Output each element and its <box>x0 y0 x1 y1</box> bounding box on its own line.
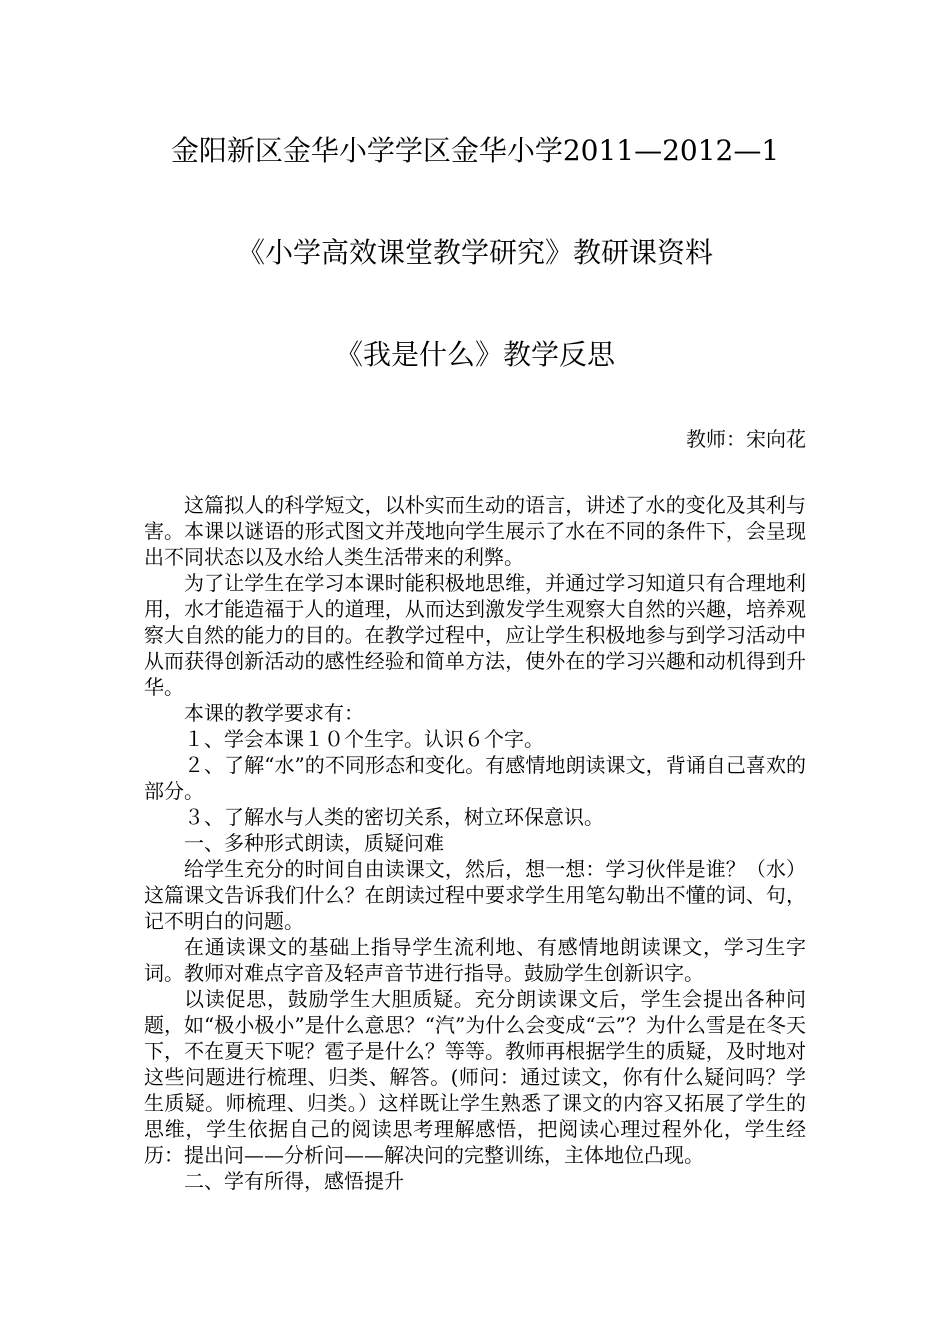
document-title-line-2: 《小学高效课堂教学研究》教研课资料 <box>236 236 713 269</box>
paragraph-intro: 这篇拟人的科学短文，以朴实而生动的语言，讲述了水的变化及其利与害。本课以谜语的形式图文并茂地向学生展示了水在不同的条件下，会呈现出不同状态以及水给人类生活带来的利弊。 <box>144 493 806 569</box>
section-heading-1: 一、多种形式朗读，质疑问难 <box>184 831 444 855</box>
document-title-line-3: 《我是什么》教学反思 <box>334 338 615 371</box>
paragraph-purpose: 为了让学生在学习本课时能积极地思维，并通过学习知道只有合理地利用，水才能造福于人的道理，从而达到激发学生观察大自然的兴趣，培养观察大自然的能力的目的。在教学过程中，应让学生积极地参与到学习活动中从而获得创新活动的感性经验和简单方法，使外在的学习兴趣和动机得到升华。 <box>144 571 806 699</box>
document-title-line-1: 金阳新区金华小学学区金华小学2011—2012—1 <box>170 134 780 167</box>
list-item-requirement-1: １、学会本课１０个生字。认识６个字。 <box>184 727 544 751</box>
section-heading-2: 二、学有所得，感悟提升 <box>184 1169 404 1193</box>
list-item-requirement-3: ３、了解水与人类的密切关系，树立环保意识。 <box>184 805 604 829</box>
paragraph-guided-reading: 在通读课文的基础上指导学生流利地、有感情地朗读课文，学习生字词。教师对难点字音及轻声音节进行指导。鼓励学生创新识字。 <box>144 935 806 985</box>
list-item-requirement-2: ２、了解“水”的不同形态和变化。有感情地朗读课文，背诵自己喜欢的部分。 <box>144 753 806 803</box>
author-line: 教师：宋向花 <box>686 427 806 451</box>
paragraph-requirements-intro: 本课的教学要求有： <box>184 701 364 725</box>
document-body <box>144 492 806 1194</box>
paragraph-free-reading: 给学生充分的时间自由读课文，然后，想一想：学习伙伴是谁？（水）这篇课文告诉我们什么？在朗读过程中要求学生用笔勾勒出不懂的词、句，记不明白的问题。 <box>144 857 806 933</box>
paragraph-questioning: 以读促思，鼓励学生大胆质疑。充分朗读课文后，学生会提出各种问题，如“极小极小”是什么意思？“汽”为什么会变成“云”？为什么雪是在冬天下，不在夏天下呢？雹子是什么？等等。教师再根据学生的质疑，及时地对这些问题进行梳理、归类、解答。(师问：通过读文，你有什么疑问吗？学生质疑。师梳理、归类。）这样既让学生熟悉了课文的内容又拓展了学生的思维，学生依据自己的阅读思考理解感悟，把阅读心理过程外化，学生经历：提出问——分析问——解决问的完整训练，主体地位凸现。 <box>144 987 806 1167</box>
